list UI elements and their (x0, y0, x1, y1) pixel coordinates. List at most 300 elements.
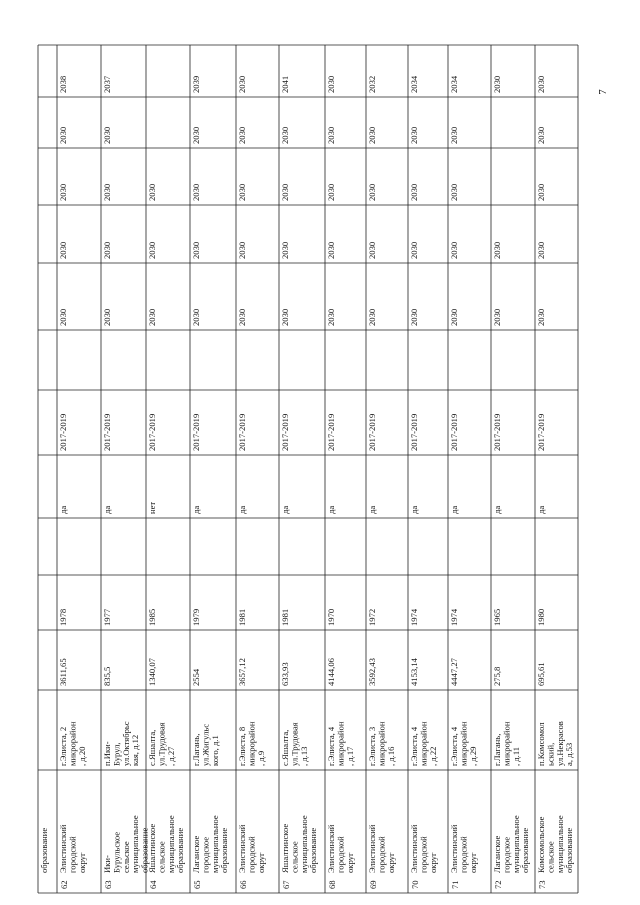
cell-text: 2030 (237, 75, 247, 93)
cell-text: да (102, 505, 112, 514)
cell-text: Яшалтинское (147, 823, 157, 873)
cell-period (191, 414, 201, 451)
cell-text: образование (520, 827, 531, 873)
cell-period (409, 414, 419, 451)
cell-text: г.Элиста, 2 (58, 726, 68, 766)
cell-y1 (409, 309, 419, 326)
cell-text: 1979 (191, 608, 201, 626)
cell-text: 2032 (367, 75, 377, 93)
cell-text: 2030 (449, 126, 459, 144)
cell-text: округ (385, 852, 396, 873)
cell-text: Бурул, (111, 742, 122, 766)
cell-last (191, 76, 201, 93)
cell-area (536, 662, 546, 686)
cell-text: , д.17 (344, 746, 355, 766)
cell-text: 2030 (191, 183, 201, 201)
cell-text: а, д.53 (564, 742, 575, 766)
cell-year (409, 608, 419, 626)
cell-text: 2030 (326, 308, 336, 326)
cell-text: да (280, 505, 290, 514)
cell-flag (58, 506, 68, 514)
cell-text: сельское (545, 841, 556, 873)
cell-text: городской (458, 836, 469, 873)
row-number: 68 (327, 880, 337, 889)
cell-text: п.Ики- (102, 741, 112, 766)
cell-text: ул.Трудовая (156, 722, 167, 766)
cell-text: микрорайон (67, 721, 78, 766)
cell-text: 1970 (326, 608, 336, 626)
cell-municipality (367, 824, 396, 873)
cell-text: городской (246, 836, 257, 873)
cell-text: 2017-2019 (191, 413, 201, 451)
cell-period (147, 414, 157, 451)
cell-last (449, 75, 459, 93)
cell-text: Лаганское (492, 835, 502, 873)
cell-text: сельское (156, 841, 167, 873)
cell-year (492, 609, 502, 626)
cell-year (280, 609, 290, 626)
cell-municipality (58, 824, 87, 873)
cell-text: муниципальное (554, 815, 565, 873)
cell-text: 2030 (191, 308, 201, 326)
cell-text: 2554 (191, 668, 201, 686)
cell-last (409, 75, 419, 93)
cell-text: 2030 (492, 241, 502, 259)
cell-text: 2030 (492, 308, 502, 326)
cell-year (536, 609, 546, 626)
cell-period (102, 414, 112, 451)
cell-text: да (367, 505, 377, 514)
row-number: 62 (59, 880, 69, 889)
cell-text: 2030 (492, 75, 502, 93)
cell-text: 835,5 (102, 666, 112, 686)
cell-text: городской (418, 836, 429, 873)
cell-text: с.Яшалта, (147, 729, 157, 766)
cell-area (58, 658, 68, 686)
cell-text: городское (501, 836, 512, 873)
cell-address (58, 721, 87, 766)
cell-period (58, 414, 68, 451)
cell-text: 275,8 (492, 666, 502, 686)
row-number: 63 (103, 880, 113, 889)
cell-text: Яшалтинское (280, 823, 290, 873)
cell-text: п.Комсомол (536, 722, 546, 766)
cell-text: Элистинский (409, 824, 419, 873)
page-number: 7 (597, 89, 609, 95)
cell-text: 2030 (102, 183, 112, 201)
cell-text: 2030 (58, 126, 68, 144)
cell-text: 2030 (367, 126, 377, 144)
cell-y2 (147, 242, 157, 259)
row-number: 69 (368, 880, 378, 889)
cell-text: 2030 (191, 241, 201, 259)
cell-text: ул.Жигульс (200, 723, 211, 766)
cell-period (237, 414, 247, 451)
cell-text: 2030 (449, 183, 459, 201)
cell-y1 (191, 309, 201, 326)
cell-text: , д.11 (510, 746, 521, 766)
cell-text: 2017-2019 (102, 413, 112, 451)
cell-year (237, 609, 247, 626)
cell-area (237, 658, 247, 686)
cell-text: муниципальное (209, 815, 220, 873)
cell-text: образование (175, 827, 186, 873)
cell-text: да (449, 505, 459, 514)
cell-text: да (536, 505, 546, 514)
cell-y3 (326, 184, 336, 201)
cell-y3 (367, 184, 377, 201)
cell-text: 2030 (536, 75, 546, 93)
cell-last (492, 76, 502, 93)
cell-text: микрорайон (335, 721, 346, 766)
cell-text: 695,61 (536, 662, 546, 686)
cell-text: 1965 (492, 608, 502, 626)
cell-text: 2017-2019 (536, 413, 546, 451)
cell-period (492, 414, 502, 451)
cell-text: ул.Трудовая (289, 722, 300, 766)
cell-y1 (102, 309, 112, 326)
cell-area (102, 667, 112, 686)
cell-text: , д.22 (427, 746, 438, 766)
cell-text: 2030 (409, 308, 419, 326)
cell-text: 2017-2019 (409, 413, 419, 451)
cell-text: муниципальное (165, 815, 176, 873)
cell-address (367, 721, 396, 766)
cell-area (492, 667, 502, 686)
cell-text: да (58, 505, 68, 514)
cell-y4 (237, 127, 247, 144)
cell-y2 (536, 242, 546, 259)
cell-text: сельское (289, 841, 300, 873)
cell-text: 2030 (58, 308, 68, 326)
cell-text: Ики- (102, 855, 112, 873)
cell-flag (536, 506, 546, 514)
cell-text: Элистинский (367, 824, 377, 873)
cell-text: городской (376, 836, 387, 873)
cell-municipality (39, 828, 49, 873)
row-number: 70 (410, 880, 420, 889)
cell-address (237, 721, 266, 766)
cell-text: , д.13 (298, 746, 309, 766)
cell-y4 (326, 127, 336, 144)
cell-y3 (280, 184, 290, 201)
cell-y4 (449, 127, 459, 144)
cell-period (449, 414, 459, 451)
cell-text: 2039 (191, 75, 201, 93)
cell-last (536, 76, 546, 93)
cell-y1 (367, 309, 377, 326)
cell-text: микрорайон (458, 721, 469, 766)
cell-y2 (102, 242, 112, 259)
cell-text: 2030 (58, 241, 68, 259)
row-number: 73 (537, 880, 547, 889)
cell-flag (409, 506, 419, 514)
cell-text: Элистинский (237, 824, 247, 873)
cell-text: 3657,12 (237, 658, 247, 686)
cell-text: 2030 (280, 126, 290, 144)
cell-text: 1972 (367, 608, 377, 626)
cell-address (147, 722, 176, 766)
cell-text: 2030 (237, 308, 247, 326)
cell-text: 2030 (326, 75, 336, 93)
cell-text: 2030 (409, 126, 419, 144)
cell-y2 (367, 242, 377, 259)
cell-text: муниципальное (298, 815, 309, 873)
cell-y4 (280, 127, 290, 144)
cell-text: 4153,14 (409, 658, 419, 686)
cell-text: муниципальное (130, 815, 141, 873)
cell-text: округ (255, 852, 266, 873)
cell-address (409, 721, 438, 766)
cell-text: 1981 (237, 608, 247, 626)
cell-text: микрорайон (501, 721, 512, 766)
cell-text: 2030 (280, 241, 290, 259)
cell-year (58, 609, 68, 626)
cell-last (102, 75, 112, 93)
cell-text: г.Элиста, 4 (449, 726, 459, 766)
cell-flag (367, 506, 377, 514)
cell-text: 4144,06 (326, 658, 336, 686)
cell-y4 (58, 127, 68, 144)
cell-y3 (147, 184, 157, 201)
cell-text: 2030 (237, 241, 247, 259)
cell-text: микрорайон (246, 721, 257, 766)
cell-text: 2017-2019 (280, 413, 290, 451)
cell-text: 2030 (326, 183, 336, 201)
cell-y2 (280, 242, 290, 259)
cell-text: 2030 (280, 183, 290, 201)
cell-text: 2017-2019 (326, 413, 336, 451)
cell-area (191, 668, 201, 686)
cell-text: 1985 (147, 608, 157, 626)
cell-text: 2030 (367, 241, 377, 259)
cell-year (147, 609, 157, 626)
cell-area (147, 657, 157, 686)
cell-text: микрорайон (376, 721, 387, 766)
cell-municipality (326, 824, 355, 873)
cell-text: Бурульское (111, 831, 122, 873)
cell-y4 (191, 127, 201, 144)
cell-y4 (536, 127, 546, 144)
cell-text: нет (147, 501, 157, 514)
cell-y1 (449, 309, 459, 326)
cell-text: 2017-2019 (367, 413, 377, 451)
cell-municipality (191, 815, 229, 873)
cell-text: кая, д.12 (130, 734, 141, 766)
cell-text: 2030 (409, 241, 419, 259)
cell-address (449, 721, 478, 766)
cell-y3 (102, 184, 112, 201)
cell-text: 2017-2019 (237, 413, 247, 451)
cell-text: 2030 (147, 183, 157, 201)
cell-last (280, 76, 290, 93)
cell-text: 2030 (536, 241, 546, 259)
cell-text: 2030 (102, 308, 112, 326)
row-number: 67 (281, 880, 291, 889)
cell-text: да (409, 505, 419, 514)
cell-text: 2030 (449, 241, 459, 259)
cell-text: с.Яшалта, (280, 729, 290, 766)
cell-text: ьский, (545, 742, 556, 766)
cell-text: г.Элиста, 4 (326, 726, 336, 766)
cell-text: 2030 (147, 308, 157, 326)
cell-flag (191, 506, 201, 514)
cell-y1 (237, 309, 247, 326)
cell-text: 1974 (409, 608, 419, 626)
cell-text: образование (564, 827, 575, 873)
cell-text: 2030 (536, 183, 546, 201)
cell-text: 3592,43 (367, 658, 377, 686)
cell-text: городской (335, 836, 346, 873)
cell-y3 (449, 184, 459, 201)
cell-text: ул.Октябрьс (120, 721, 131, 766)
cell-text: образование (139, 827, 150, 873)
cell-flag (102, 506, 112, 514)
cell-text: микрорайон (418, 721, 429, 766)
cell-y4 (102, 127, 112, 144)
cell-y3 (58, 184, 68, 201)
cell-year (449, 608, 459, 626)
row-number: 64 (148, 880, 158, 889)
cell-text: округ (344, 852, 355, 873)
cell-y2 (492, 242, 502, 259)
cell-y3 (536, 184, 546, 201)
cell-text: 2017-2019 (58, 413, 68, 451)
cell-text: 2017-2019 (147, 413, 157, 451)
cell-text: да (237, 505, 247, 514)
cell-text: 1340,07 (147, 658, 157, 686)
cell-text: округ (427, 852, 438, 873)
cell-text: г.Лагань, (191, 733, 201, 766)
cell-y1 (147, 309, 157, 326)
cell-text: 633,93 (280, 662, 290, 686)
cell-y2 (58, 242, 68, 259)
cell-flag (449, 506, 459, 514)
cell-text: 2030 (147, 241, 157, 259)
cell-text: образование (39, 827, 49, 873)
cell-flag (492, 506, 502, 514)
cell-area (280, 662, 290, 686)
cell-text: 2030 (409, 183, 419, 201)
row-number: 65 (192, 880, 202, 889)
cell-text: 2030 (367, 183, 377, 201)
cell-text: городской (67, 836, 78, 873)
cell-text: муниципальное (510, 815, 521, 873)
cell-y3 (237, 184, 247, 201)
cell-text: г.Элиста, 3 (367, 726, 377, 766)
cell-period (280, 414, 290, 451)
cell-text: 2030 (58, 183, 68, 201)
row-number: 66 (238, 880, 248, 889)
cell-text: 2037 (102, 75, 112, 93)
cell-last (367, 76, 377, 93)
cell-y4 (367, 127, 377, 144)
cell-flag (237, 506, 247, 514)
cell-text: Комсомольское (536, 816, 546, 873)
cell-text: 2017-2019 (492, 413, 502, 451)
cell-text: 2030 (102, 241, 112, 259)
cell-last (326, 76, 336, 93)
cell-text: кого, д.1 (209, 735, 220, 766)
cell-text: , д.20 (76, 746, 87, 766)
cell-y1 (280, 309, 290, 326)
cell-text: да (326, 505, 336, 514)
row-number: 71 (450, 880, 460, 889)
cell-text: , д.16 (385, 746, 396, 766)
cell-y2 (409, 242, 419, 259)
cell-address (536, 721, 574, 766)
cell-text: 2030 (237, 126, 247, 144)
cell-municipality (409, 824, 438, 873)
cell-last (58, 76, 68, 93)
cell-y1 (492, 309, 502, 326)
cell-text: 2030 (536, 126, 546, 144)
cell-area (367, 658, 377, 686)
cell-text: 2030 (536, 308, 546, 326)
cell-text: , д.29 (467, 746, 478, 766)
cell-municipality (280, 815, 318, 873)
cell-y2 (449, 242, 459, 259)
table-cells (39, 75, 574, 889)
cell-area (326, 657, 336, 686)
cell-text: 2030 (367, 308, 377, 326)
cell-text: сельское (120, 841, 131, 873)
cell-text: 4447,27 (449, 658, 459, 686)
cell-municipality (237, 824, 266, 873)
cell-text: 2030 (326, 241, 336, 259)
cell-text: да (492, 505, 502, 514)
cell-text: 2030 (280, 308, 290, 326)
cell-y3 (191, 184, 201, 201)
cell-flag (326, 506, 336, 514)
cell-y2 (326, 242, 336, 259)
cell-text: 1978 (58, 608, 68, 626)
cell-period (367, 414, 377, 451)
cell-text: 2038 (58, 75, 68, 93)
cell-text: , д.27 (165, 746, 176, 766)
cell-address (102, 721, 140, 766)
cell-address (492, 721, 521, 766)
cell-text: г.Лагань, (492, 733, 502, 766)
cell-text: да (191, 505, 201, 514)
cell-text: 1974 (449, 608, 459, 626)
cell-text: г.Элиста, 8 (237, 726, 247, 766)
cell-municipality (147, 815, 185, 873)
cell-text: 2034 (449, 75, 459, 93)
cell-text: 2030 (326, 126, 336, 144)
cell-text: Лаганское (191, 835, 201, 873)
cell-address (280, 722, 309, 766)
cell-y3 (409, 184, 419, 201)
cell-period (326, 414, 336, 451)
cell-text: 2030 (449, 308, 459, 326)
cell-text: 1981 (280, 608, 290, 626)
cell-text: округ (467, 852, 478, 873)
row-number: 72 (493, 880, 503, 889)
cell-y1 (326, 309, 336, 326)
cell-area (449, 657, 459, 686)
cell-year (191, 609, 201, 626)
cell-text: 1980 (536, 608, 546, 626)
cell-year (326, 609, 336, 626)
cell-period (536, 414, 546, 451)
cell-text: городское (200, 836, 211, 873)
cell-address (326, 721, 355, 766)
cell-flag (147, 502, 157, 514)
cell-y2 (191, 242, 201, 259)
cell-municipality (536, 815, 574, 873)
cell-address (191, 724, 220, 766)
